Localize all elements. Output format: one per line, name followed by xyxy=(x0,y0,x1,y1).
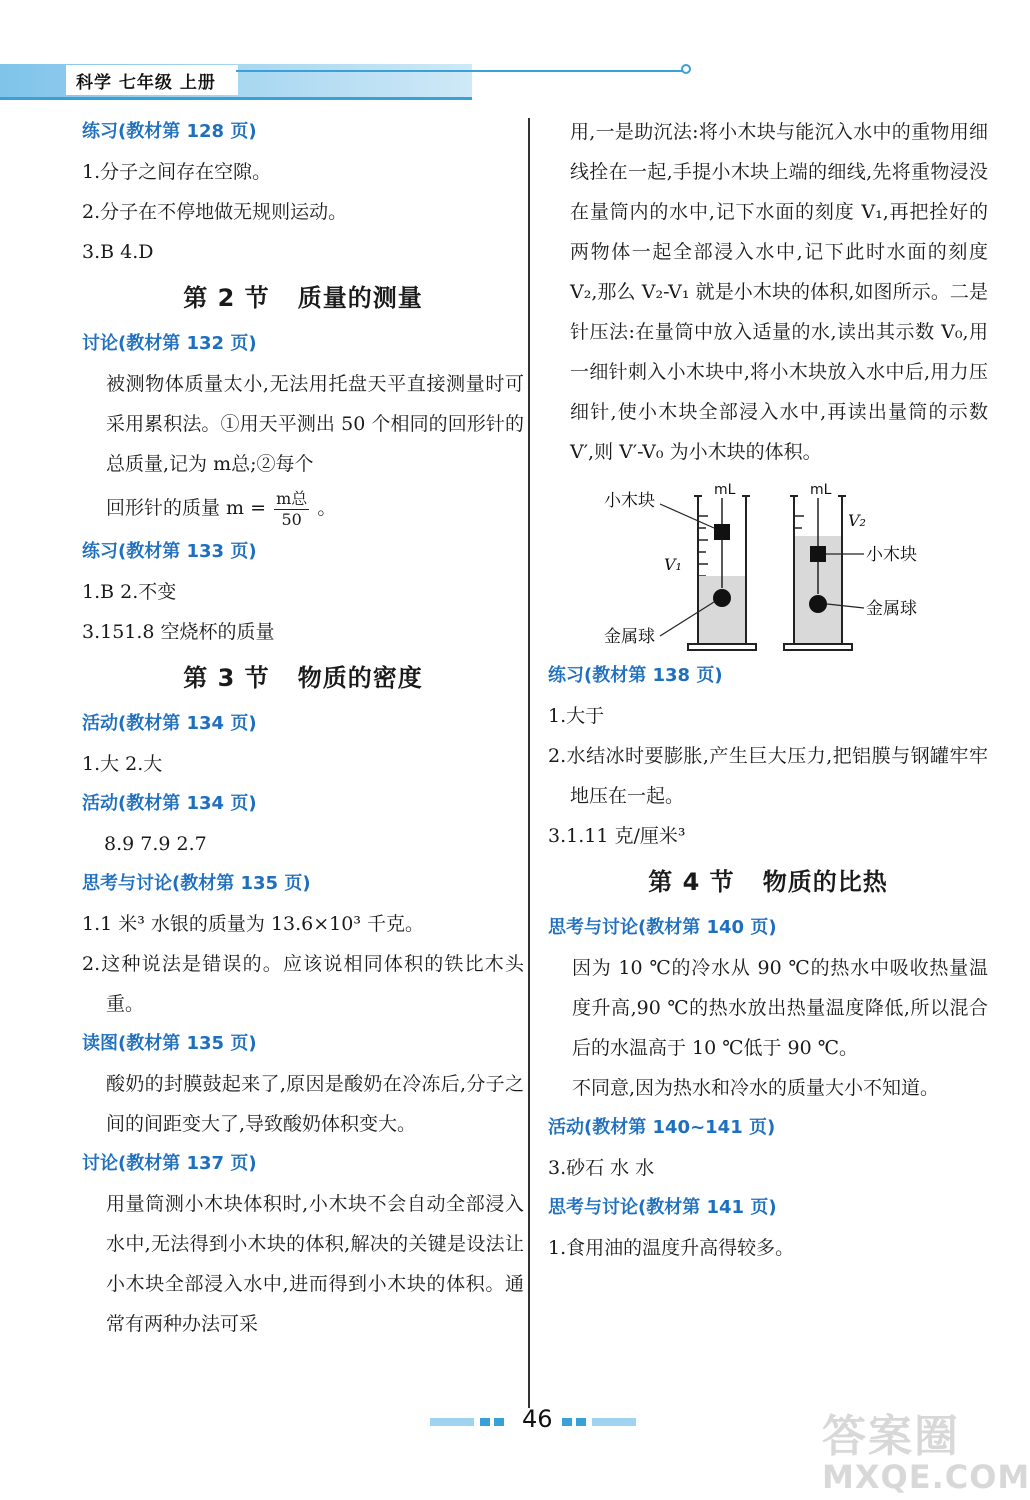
heading-think-135: 思考与讨论(教材第 135 页) xyxy=(82,873,311,894)
answer-line: 1.大于 xyxy=(548,705,605,727)
header-rule xyxy=(236,70,688,72)
answer-paragraph: 2.这种说法是错误的。应该说相同体积的铁比木头重。 xyxy=(82,953,524,1015)
watermark-logo-text: 答案圈 xyxy=(822,1411,960,1462)
answer-line: 1.分子之间存在空隙。 xyxy=(82,161,272,183)
formula-denominator: 50 xyxy=(281,509,302,529)
watermark xyxy=(822,1400,1030,1496)
heading-think-141: 思考与讨论(教材第 141 页) xyxy=(548,1197,777,1218)
answer-line: 1.大 2.大 xyxy=(82,753,163,775)
page-number: 46 xyxy=(522,1405,553,1433)
left-column xyxy=(82,112,524,1344)
header-dot xyxy=(681,64,691,74)
label-v2: V₂ xyxy=(848,511,866,530)
heading-exercise-133: 练习(教材第 133 页) xyxy=(82,541,257,562)
label-ball-right: 金属球 xyxy=(866,599,917,619)
answer-line: 2.分子在不停地做无规则运动。 xyxy=(82,201,348,223)
section-title-3: 第 3 节 物质的密度 xyxy=(183,664,423,692)
paragraph-continued: 用,一是助沉法:将小木块与能沉入水中的重物用细线拴在一起,手提小木块上端的细线,先将重物浸没在量筒内的水中,记下水面的刻度 V₁,再把拴好的两物体一起全部浸入水中,记下此时水面的刻度 V₂,那么 V₂-V₁ 就是小木块的体积,如图所示。二是针压法:在量筒中放入适量的水,读出其示数 V₀,用一细针刺入小木块中,将小木块放入水中后,用力压细针,使小木块全部浸入水中,再读出量筒的示数 V′,则 V′-V₀ 为小木块的体积。 xyxy=(570,121,988,463)
formula-suffix: 。 xyxy=(317,497,337,519)
section-title-4: 第 4 节 物质的比热 xyxy=(648,868,888,896)
answer-line: 3.1.11 克/厘米³ xyxy=(548,825,686,847)
answer-line: 3.151.8 空烧杯的质量 xyxy=(82,621,275,643)
label-block-right: 小木块 xyxy=(866,545,917,565)
formula-line xyxy=(82,484,524,532)
answer-line: 3.砂石 水 水 xyxy=(548,1157,655,1179)
header-title: 科学 七年级 上册 xyxy=(76,73,216,93)
footer-bar-left xyxy=(430,1418,510,1426)
heading-think-140: 思考与讨论(教材第 140 页) xyxy=(548,917,777,938)
answer-line: 1.B 2.不变 xyxy=(82,581,177,603)
left-ball xyxy=(713,589,731,607)
right-column xyxy=(548,112,988,1268)
label-ball-left: 金属球 xyxy=(604,627,655,647)
heading-exercise-138: 练习(教材第 138 页) xyxy=(548,665,723,686)
cylinder-figure xyxy=(548,476,988,656)
formula-fraction xyxy=(274,489,309,530)
answer-line: 1.食用油的温度升高得较多。 xyxy=(548,1237,795,1259)
paragraph-discussion-132: 被测物体质量太小,无法用托盘天平直接测量时可采用累积法。①用天平测出 50 个相同的回形针的总质量,记为 m总;②每个 xyxy=(106,373,524,475)
footer-bar-right xyxy=(562,1418,642,1426)
right-ball xyxy=(809,595,827,613)
paragraph-read-135: 酸奶的封膜鼓起来了,原因是酸奶在冷冻后,分子之间的间距变大了,导致酸奶体积变大。 xyxy=(106,1073,524,1135)
answer-line: 8.9 7.9 2.7 xyxy=(104,833,207,855)
heading-activity-134a: 活动(教材第 134 页) xyxy=(82,713,257,734)
formula-numerator: m总 xyxy=(276,488,308,508)
answer-paragraph: 2.水结冰时要膨胀,产生巨大压力,把铝膜与钢罐牢牢地压在一起。 xyxy=(548,745,988,807)
section-title-2: 第 2 节 质量的测量 xyxy=(183,284,423,312)
label-ml-left: mL xyxy=(714,482,736,498)
cylinder-diagram xyxy=(548,476,988,656)
answer-line: 1.1 米³ 水银的质量为 13.6×10³ 千克。 xyxy=(82,913,425,935)
right-block xyxy=(810,546,826,562)
label-block-left: 小木块 xyxy=(604,491,655,511)
heading-read-135: 读图(教材第 135 页) xyxy=(82,1033,257,1054)
paragraph-think-140a: 因为 10 ℃的冷水从 90 ℃的热水中吸收热量温度升高,90 ℃的热水放出热量温度降低,所以混合后的水温高于 10 ℃低于 90 ℃。 xyxy=(572,957,988,1059)
answer-line: 3.B 4.D xyxy=(82,241,154,263)
paragraph-discussion-137: 用量筒测小木块体积时,小木块不会自动全部浸入水中,无法得到小木块的体积,解决的关键是设法让小木块全部浸入水中,进而得到小木块的体积。通常有两种办法可采 xyxy=(106,1193,524,1335)
paragraph-think-140b: 不同意,因为热水和冷水的质量大小不知道。 xyxy=(572,1077,940,1099)
header-band xyxy=(0,62,472,100)
heading-discussion-137: 讨论(教材第 137 页) xyxy=(82,1153,257,1174)
column-divider xyxy=(528,118,530,1408)
left-block xyxy=(714,524,730,540)
heading-activity-140-141: 活动(教材第 140~141 页) xyxy=(548,1117,776,1138)
formula-prefix: 回形针的质量 m = xyxy=(106,497,267,519)
watermark-url: MXQE.COM xyxy=(822,1458,1030,1496)
label-ml-right: mL xyxy=(810,482,832,498)
label-v1: V₁ xyxy=(664,555,682,574)
heading-discussion-132: 讨论(教材第 132 页) xyxy=(82,333,257,354)
heading-exercise-128: 练习(教材第 128 页) xyxy=(82,121,257,142)
heading-activity-134b: 活动(教材第 134 页) xyxy=(82,793,257,814)
